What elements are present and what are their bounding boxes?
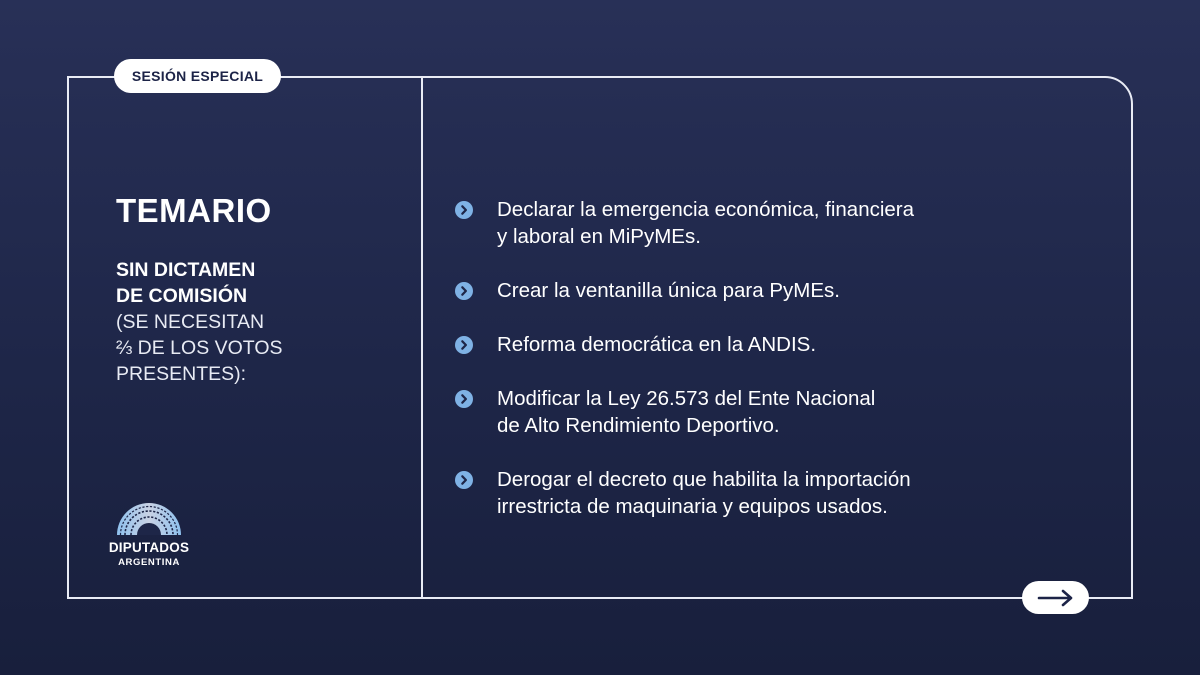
frame-divider (421, 76, 423, 599)
subtitle-note-line: (SE NECESITAN (116, 311, 265, 333)
agenda-subtitle (116, 257, 283, 387)
next-button[interactable] (1022, 581, 1089, 614)
agenda-item (455, 331, 1075, 358)
subtitle-note-line: PRESENTES): (116, 363, 247, 385)
logo-name: DIPUTADOS (108, 540, 190, 555)
subtitle-line: DE COMISIÓN (116, 285, 248, 307)
diputados-logo (104, 500, 194, 568)
agenda-item-text: Crear la ventanilla única para PyMEs. (497, 279, 840, 302)
agenda-item (455, 385, 1075, 439)
agenda-title: TEMARIO (116, 192, 272, 229)
chamber-seats-icon (114, 500, 184, 536)
agenda-item (455, 196, 1075, 250)
agenda-item-text: Derogar el decreto que habilita la importación irrestricta de maquinaria y equipos usados. (497, 468, 911, 518)
agenda-item-text: Declarar la emergencia económica, financiera y laboral en MiPyMEs. (497, 198, 915, 248)
agenda-item (455, 466, 1075, 520)
session-badge: SESIÓN ESPECIAL (114, 59, 281, 93)
chevron-right-circle-icon (455, 336, 473, 354)
agenda-item-text: Modificar la Ley 26.573 del Ente Nacional de Alto Rendimiento Deportivo. (497, 387, 876, 437)
subtitle-note-line: ⅔ DE LOS VOTOS (116, 337, 283, 359)
agenda-item (455, 277, 1075, 304)
subtitle-line: SIN DICTAMEN (116, 259, 256, 281)
logo-country: ARGENTINA (118, 557, 180, 568)
chevron-right-circle-icon (455, 201, 473, 219)
chevron-right-circle-icon (455, 471, 473, 489)
chevron-right-circle-icon (455, 390, 473, 408)
agenda-list (455, 196, 1075, 547)
chevron-right-circle-icon (455, 282, 473, 300)
arrow-right-icon (1037, 589, 1075, 607)
agenda-item-text: Reforma democrática en la ANDIS. (497, 333, 817, 356)
